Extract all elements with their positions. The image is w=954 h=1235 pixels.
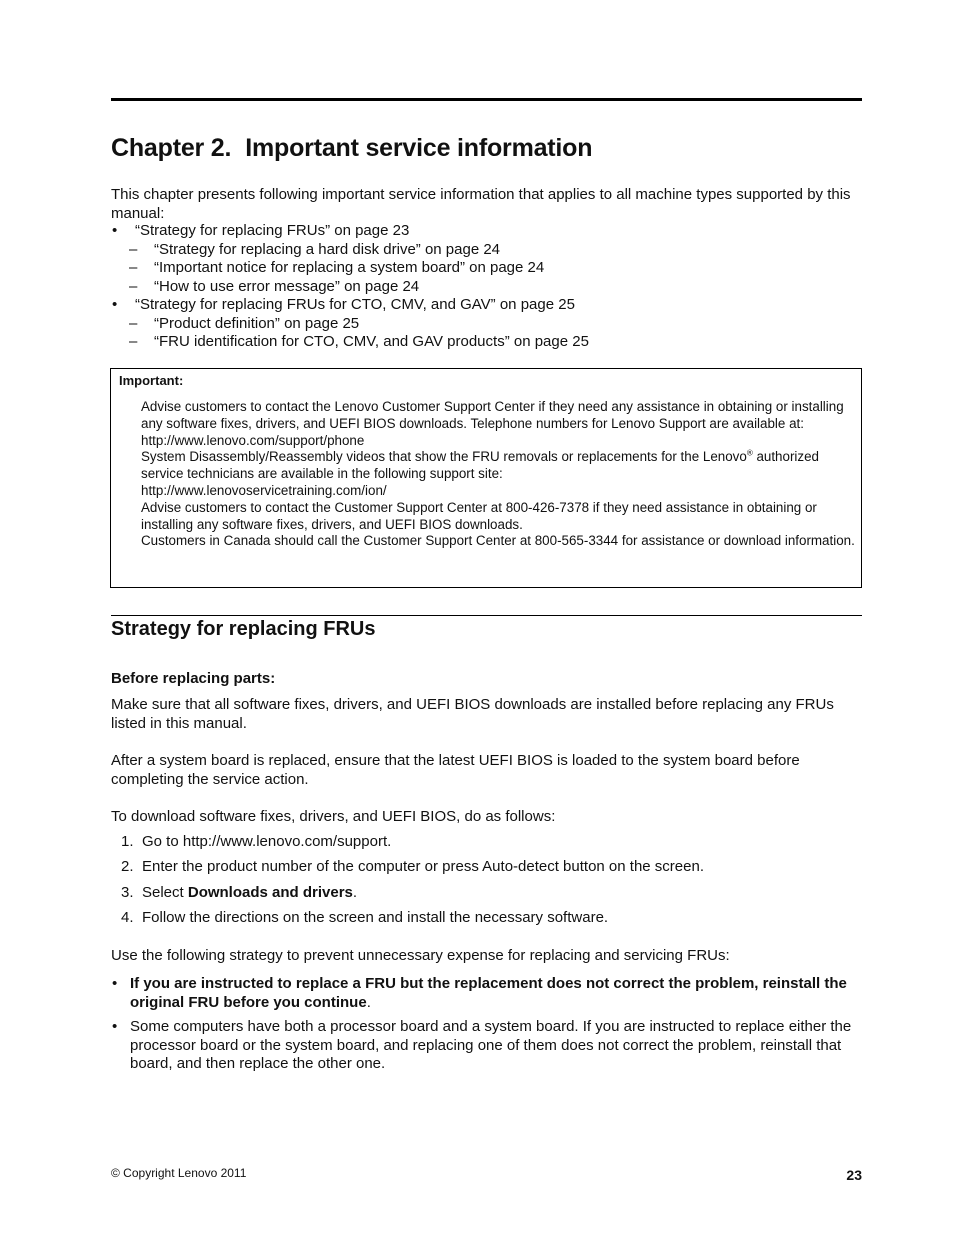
service-training-url[interactable]: http://www.lenovoservicetraining.com/ion/	[141, 482, 387, 498]
step-text: Go to http://www.lenovo.com/support.	[142, 833, 392, 850]
support-phone-url[interactable]: http://www.lenovo.com/support/phone	[141, 432, 365, 448]
bullet-text: .	[366, 993, 371, 1011]
chapter-title	[111, 134, 592, 163]
important-notice-body	[141, 399, 859, 550]
bullet-emphasis: If you are instructed to replace a FRU but the replacement does not correct the problem, reinstall the original FRU before you continue	[130, 975, 847, 1011]
list-item	[111, 909, 863, 934]
top-rule	[111, 98, 862, 101]
list-item	[111, 1018, 863, 1074]
strategy-bullet-list	[111, 975, 863, 1080]
toc-link[interactable]: “FRU identification for CTO, CMV, and GAV products” on page 25	[154, 333, 589, 350]
dash-mark: –	[129, 259, 138, 276]
download-steps-list	[111, 833, 863, 934]
copyright-notice: © Copyright Lenovo 2011	[111, 1166, 247, 1180]
toc-subitem[interactable]	[111, 278, 863, 297]
step-text: Follow the directions on the screen and install the necessary software.	[142, 908, 609, 926]
bullet-text: Some computers have both a processor board and a system board. If you are instructed to replace either the processor board or the system board, and replacing one of them does not correct the problem, reinstall that board, and then replace the other one.	[130, 1018, 852, 1072]
step-number: 1.	[121, 833, 134, 850]
intro-paragraph: This chapter presents following important service information that applies to all machine types supported by this manual:	[111, 186, 851, 222]
important-notice-box	[110, 368, 862, 588]
step-emphasis: Downloads and drivers	[187, 883, 353, 901]
notice-paragraph	[141, 449, 859, 483]
section-title: Strategy for replacing FRUs	[111, 618, 376, 640]
toc-item[interactable]	[111, 296, 863, 315]
notice-paragraph: Advise customers to contact the Lenovo Customer Support Center if they need any assistance in obtaining or installing any software fixes, drivers, and UEFI BIOS downloads. Telephone numbers for Lenovo Support are available at:	[141, 399, 844, 431]
step-number: 2.	[121, 858, 134, 876]
bullet-mark: •	[112, 975, 118, 992]
registered-mark: ®	[746, 448, 753, 458]
list-item	[111, 833, 863, 858]
paragraph: Use the following strategy to prevent unnecessary expense for replacing and servicing FRUs:	[111, 947, 730, 964]
notice-text: authorized service technicians are available in the following support site:	[141, 449, 819, 482]
dash-mark: –	[129, 277, 138, 295]
bullet-mark: •	[112, 1018, 118, 1035]
page-number: 23	[846, 1167, 862, 1183]
list-item	[111, 975, 863, 1012]
toc-link[interactable]: “Product definition” on page 25	[154, 314, 360, 332]
toc-subitem[interactable]	[111, 315, 863, 334]
subsection-title: Before replacing parts:	[111, 670, 276, 687]
notice-text: System Disassembly/Reassembly videos that show the FRU removals or replacements for the Lenovo	[141, 449, 747, 465]
toc-link[interactable]: “Important notice for replacing a system board” on page 24	[154, 259, 545, 276]
chapter-number: Chapter 2.	[111, 134, 232, 162]
toc-item[interactable]	[111, 222, 863, 241]
notice-paragraph: Customers in Canada should call the Customer Support Center at 800-565-3344 for assistance or download information.	[141, 533, 855, 549]
toc-subitem[interactable]	[111, 333, 863, 352]
notice-paragraph: Advise customers to contact the Customer Support Center at 800-426-7378 if they need assistance in obtaining or installing any software fixes, drivers, and UEFI BIOS downloads.	[141, 499, 817, 532]
toc-subitem[interactable]	[111, 259, 863, 278]
chapter-name: Important service information	[245, 134, 593, 162]
step-number: 3.	[121, 883, 134, 901]
bullet-mark: •	[112, 296, 118, 313]
toc-link[interactable]: “How to use error message” on page 24	[154, 277, 420, 295]
chapter-contents-list	[111, 222, 863, 352]
step-number: 4.	[121, 908, 134, 926]
step-text: Enter the product number of the computer or press Auto-detect button on the screen.	[142, 858, 704, 876]
toc-link[interactable]: “Strategy for replacing a hard disk drive” on page 24	[154, 240, 501, 258]
paragraph: Make sure that all software fixes, drivers, and UEFI BIOS downloads are installed before replacing any FRUs listed in this manual.	[111, 696, 834, 732]
toc-subitem[interactable]	[111, 241, 863, 260]
section-rule	[111, 615, 862, 616]
list-item	[111, 858, 863, 883]
important-label: Important:	[119, 373, 184, 388]
list-item	[111, 884, 863, 909]
toc-link[interactable]: “Strategy for replacing FRUs for CTO, CMV, and GAV” on page 25	[135, 296, 575, 313]
paragraph: To download software fixes, drivers, and UEFI BIOS, do as follows:	[111, 808, 556, 825]
dash-mark: –	[129, 333, 138, 350]
step-text: Select	[142, 883, 188, 901]
dash-mark: –	[129, 314, 138, 332]
bullet-mark: •	[112, 222, 118, 239]
paragraph: After a system board is replaced, ensure that the latest UEFI BIOS is loaded to the system board before completing the service action.	[111, 752, 800, 788]
toc-link[interactable]: “Strategy for replacing FRUs” on page 23	[135, 222, 410, 239]
step-text: .	[352, 883, 358, 901]
dash-mark: –	[129, 240, 138, 258]
